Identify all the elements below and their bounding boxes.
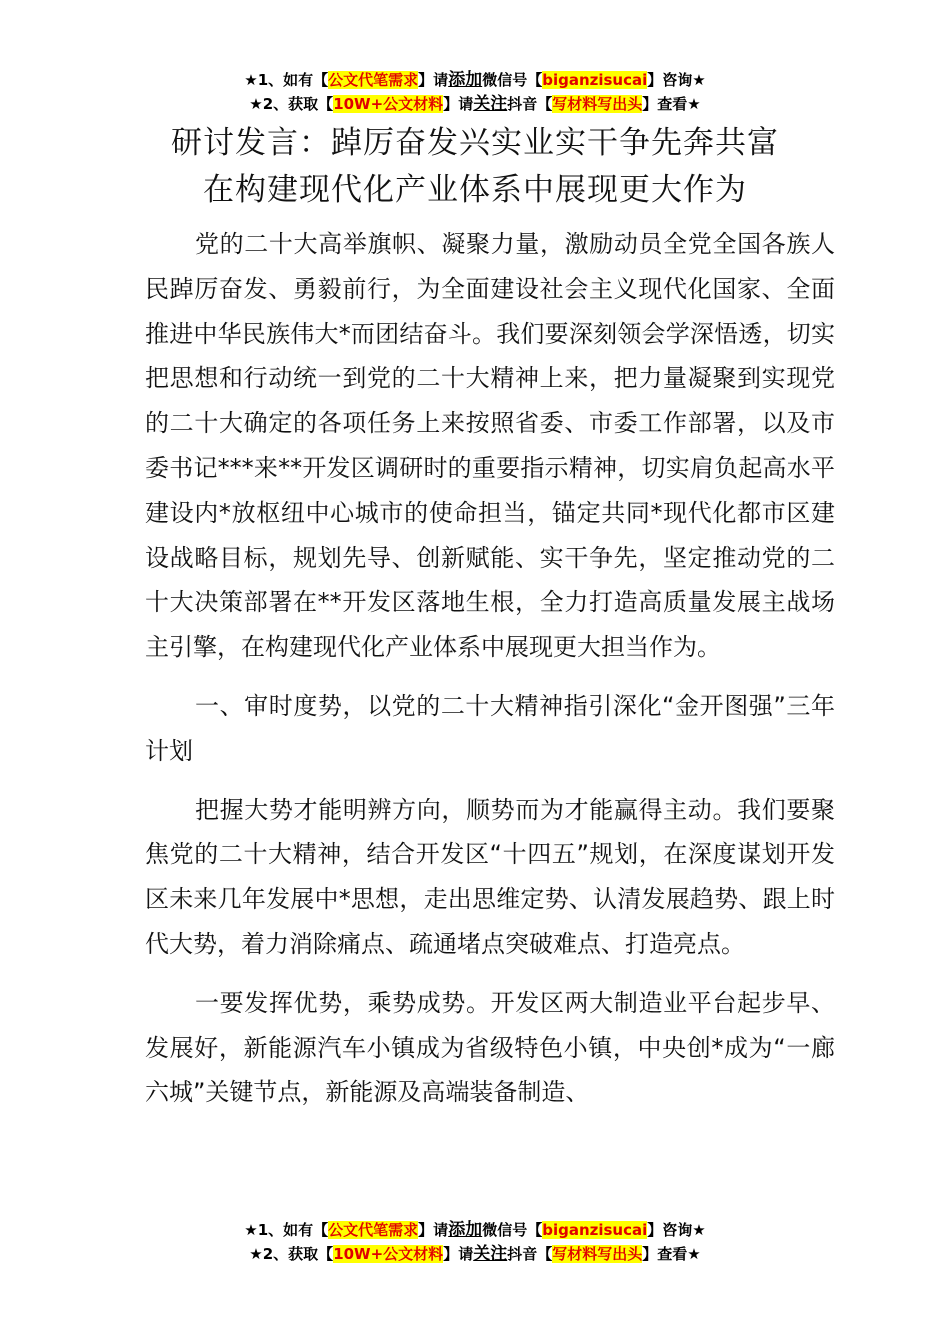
promo-text: 】咨询★ <box>647 71 706 89</box>
promo-text: ★2、获取【 <box>249 1245 334 1263</box>
promo-text: 】查看★ <box>642 1245 701 1263</box>
promo-text: ★1、如有【 <box>244 1221 329 1239</box>
promo-line-2 <box>0 92 950 116</box>
promo-text: 】查看★ <box>642 95 701 113</box>
promo-underlined: 添加 <box>448 70 483 90</box>
bottom-promo-banner <box>0 1218 950 1266</box>
promo-text: 】请 <box>418 71 449 89</box>
promo-text: 】请 <box>418 1221 449 1239</box>
promo-line-1 <box>0 68 950 92</box>
promo-highlight: 10W+公文材料 <box>333 95 444 113</box>
top-promo-banner <box>0 68 950 116</box>
paragraph-section-1: 把握大势才能明辨方向，顺势而为才能赢得主动。我们要聚焦党的二十大精神，结合开发区“十四五”规划，在深度谋划开发区未来几年发展中*思想，走出思维定势、认清发展趋势、跟上时代大势，着力消除痛点、疏通堵点突破难点、打造亮点。 <box>145 795 835 958</box>
paragraph-point-1: 一要发挥优势，乘势成势。开发区两大制造业平台起步早、发展好，新能源汽车小镇成为省级特色小镇，中央创*成为“一廊六城”关键节点，新能源及高端装备制造、 <box>145 988 835 1107</box>
promo-text: 微信号【 <box>482 71 543 89</box>
promo-highlight-wechat-id: biganzisucai <box>542 1221 648 1239</box>
document-body <box>145 222 835 1129</box>
promo-highlight: 公文代笔需求 <box>328 1221 419 1239</box>
promo-highlight-douyin: 写材料写出头 <box>552 1245 643 1263</box>
promo-text: 抖音【 <box>507 1245 553 1263</box>
promo-highlight-wechat-id: biganzisucai <box>542 71 648 89</box>
promo-text: 微信号【 <box>482 1221 543 1239</box>
section-heading-1: 一、审时度势，以党的二十大精神指引深化“金开图强”三年计划 <box>145 691 835 765</box>
promo-text: 】请 <box>443 95 474 113</box>
promo-text: 】请 <box>443 1245 474 1263</box>
promo-highlight: 公文代笔需求 <box>328 71 419 89</box>
title-line-2: 在构建现代化产业体系中展现更大作为 <box>203 172 747 208</box>
promo-underlined: 关注 <box>473 1244 508 1264</box>
title-line-1: 研讨发言：踔厉奋发兴实业实干争先奔共富 <box>171 125 779 161</box>
promo-highlight-douyin: 写材料写出头 <box>552 95 643 113</box>
promo-text: ★2、获取【 <box>249 95 334 113</box>
promo-text: 抖音【 <box>507 95 553 113</box>
promo-line-1 <box>0 1218 950 1242</box>
promo-text: ★1、如有【 <box>244 71 329 89</box>
promo-highlight: 10W+公文材料 <box>333 1245 444 1263</box>
promo-underlined: 添加 <box>448 1220 483 1240</box>
promo-text: 】咨询★ <box>647 1221 706 1239</box>
promo-underlined: 关注 <box>473 94 508 114</box>
promo-line-2 <box>0 1242 950 1266</box>
paragraph-intro: 党的二十大高举旗帜、凝聚力量，激励动员全党全国各族人民踔厉奋发、勇毅前行，为全面建设社会主义现代化国家、全面推进中华民族伟大*而团结奋斗。我们要深刻领会学深悟透，切实把思想和行动统一到党的二十大精神上来，把力量凝聚到实现党的二十大确定的各项任务上来按照省委、市委工作部署，以及市委书记***来**开发区调研时的重要指示精神，切实肩负起高水平建设内*放枢纽中心城市的使命担当，锚定共同*现代化都市区建设战略目标，规划先导、创新赋能、实干争先，坚定推动党的二十大决策部署在**开发区落地生根，全力打造高质量发展主战场主引擎，在构建现代化产业体系中展现更大担当作为。 <box>145 230 835 662</box>
document-title <box>0 120 950 214</box>
